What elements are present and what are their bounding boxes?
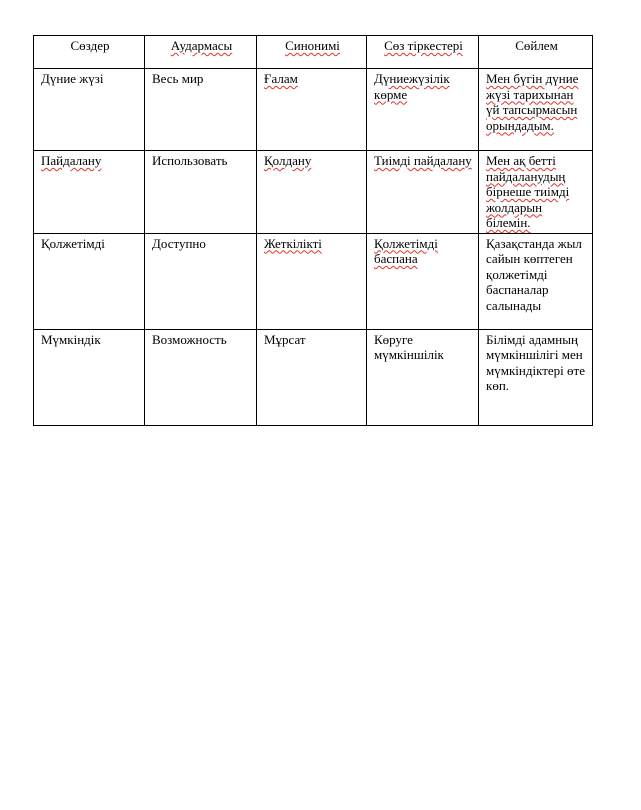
- cell-phrase: Тиімді пайдалану: [367, 151, 479, 234]
- header-synonym: Синонимі: [257, 36, 367, 69]
- cell-sentence: Мен бүгін дүние жүзі тарихынан үй тапсырмасын орындадым.: [479, 69, 593, 151]
- cell-sentence: Білімді адамның мүмкіншілігі мен мүмкіндіктері өте көп.: [479, 329, 593, 425]
- cell-phrase: Дүниежүзілік көрме: [367, 69, 479, 151]
- table-row: [34, 69, 593, 151]
- cell-translation: Возможность: [145, 329, 257, 425]
- cell-translation: Использовать: [145, 151, 257, 234]
- cell-word: Мүмкіндік: [34, 329, 145, 425]
- cell-word: Пайдалану: [34, 151, 145, 234]
- cell-synonym: Ғалам: [257, 69, 367, 151]
- cell-synonym: Мұрсат: [257, 329, 367, 425]
- header-words: Сөздер: [34, 36, 145, 69]
- cell-word: Дүние жүзі: [34, 69, 145, 151]
- cell-synonym: Қолдану: [257, 151, 367, 234]
- cell-sentence: Қазақстанда жыл сайын көптеген қолжетімді баспаналар салынады: [479, 233, 593, 329]
- cell-phrase: Қолжетімді баспана: [367, 233, 479, 329]
- cell-translation: Доступно: [145, 233, 257, 329]
- cell-translation: Весь мир: [145, 69, 257, 151]
- cell-sentence: Мен ақ бетті пайдаланудың бірнеше тиімді жолдарын білемін.: [479, 151, 593, 234]
- table-row: [34, 151, 593, 234]
- header-sentence: Сөйлем: [479, 36, 593, 69]
- cell-word: Қолжетімді: [34, 233, 145, 329]
- table-header-row: [34, 36, 593, 69]
- table-row: [34, 233, 593, 329]
- cell-synonym: Жеткілікті: [257, 233, 367, 329]
- header-phrases: Сөз тіркестері: [367, 36, 479, 69]
- vocabulary-table: [33, 35, 593, 426]
- header-translation: Аудармасы: [145, 36, 257, 69]
- table-row: [34, 329, 593, 425]
- cell-phrase: Көруге мүмкіншілік: [367, 329, 479, 425]
